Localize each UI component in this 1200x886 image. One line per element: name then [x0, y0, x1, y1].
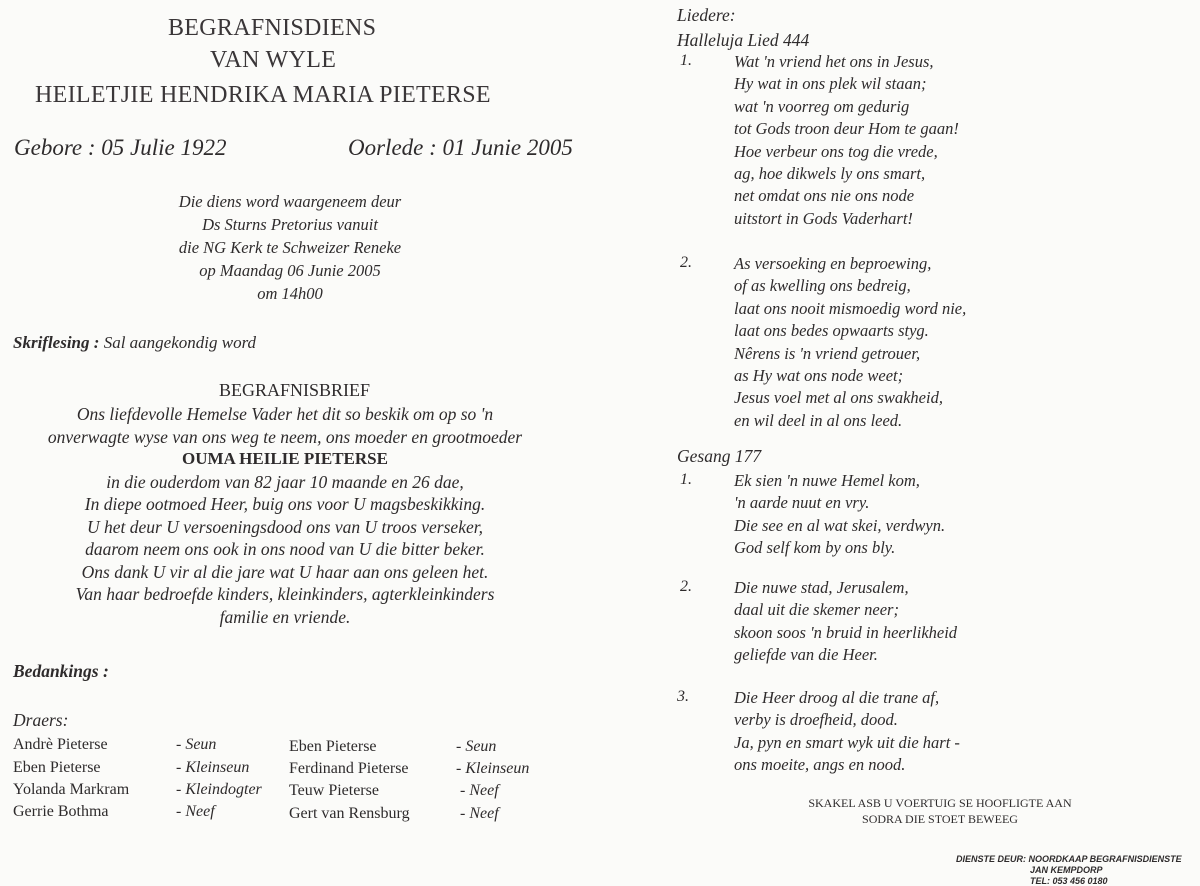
hymn-verse	[734, 51, 959, 230]
verse-line: Die Heer droog al die trane af,	[734, 688, 940, 707]
letter-line: familie en vriende.	[219, 606, 351, 627]
bearer-relation: - Neef	[176, 803, 215, 820]
verse-line: geliefde van die Heer.	[734, 645, 878, 665]
bearer-name: Eben Pieterse	[289, 738, 377, 755]
title-line-2: VAN WYLE	[210, 47, 337, 73]
funeral-service-phone: TEL: 053 456 0180	[1030, 876, 1108, 886]
notice-line: SODRA DIE STOET BEWEEG	[862, 812, 1018, 826]
verse-line: Hy wat in ons plek wil staan;	[734, 74, 927, 94]
songs-label: Liedere:	[677, 5, 736, 25]
verse-line: As versoeking en beproewing,	[734, 254, 932, 273]
letter-line: In diepe ootmoed Heer, buig ons voor U magsbeskikking.	[84, 494, 486, 514]
bearer-name: Ferdinand Pieterse	[289, 760, 409, 777]
letter-title: BEGRAFNISBRIEF	[219, 380, 371, 400]
title-line-1: BEGRAFNISDIENS	[168, 15, 377, 41]
letter-line: daarom neem ons ook in ons nood van U die bitter beker.	[85, 539, 485, 559]
verse-number: 1.	[680, 471, 692, 488]
birth-date: Gebore : 05 Julie 1922	[14, 135, 227, 160]
verse-line: daal uit die skemer neer;	[734, 600, 899, 620]
scripture-label: Skriflesing :	[13, 333, 100, 352]
verse-line: Wat 'n vriend het ons in Jesus,	[734, 52, 934, 71]
verse-line: ons moeite, angs en nood.	[734, 755, 906, 775]
verse-line: Nêrens is 'n vriend getrouer,	[734, 343, 921, 363]
verse-line: Ja, pyn en smart wyk uit die hart -	[734, 732, 960, 752]
verse-line: 'n aarde nuut en vry.	[734, 493, 870, 513]
notice-line: SKAKEL ASB U VOERTUIG SE HOOFLIGTE AAN	[808, 796, 1072, 810]
verse-number: 3.	[677, 688, 689, 705]
hymn-2-title: Gesang 177	[677, 446, 762, 466]
verse-line: uitstort in Gods Vaderhart!	[734, 208, 913, 228]
verse-line: en wil deel in al ons leed.	[734, 410, 903, 430]
verse-line: God self kom by ons bly.	[734, 538, 896, 558]
letter-line: U het deur U versoeningsdood ons van U troos verseker,	[87, 516, 483, 537]
headlights-notice	[780, 795, 1100, 827]
funeral-service-town: JAN KEMPDORP	[1030, 865, 1103, 875]
verse-line: verby is droefheid, dood.	[734, 710, 898, 730]
bearer-relation: - Neef	[460, 782, 499, 799]
deceased-name: OUMA HEILIE PIETERSE	[182, 449, 388, 468]
bearer-name: Teuw Pieterse	[289, 782, 379, 799]
bearer-relation: - Kleindogter	[176, 781, 262, 798]
death-date: Oorlede : 01 Junie 2005	[348, 135, 573, 160]
hymn-verse	[734, 253, 966, 432]
funeral-service-credit: DIENSTE DEUR: NOORDKAAP BEGRAFNISDIENSTE	[956, 854, 1182, 864]
hymn-verse	[734, 577, 957, 667]
verse-line: net omdat ons nie ons node	[734, 186, 915, 206]
verse-line: of as kwelling ons bedreig,	[734, 276, 911, 296]
bearer-relation: - Kleinseun	[176, 759, 250, 776]
verse-number: 1.	[680, 52, 692, 69]
service-details	[140, 190, 440, 305]
verse-line: wat 'n voorreg om gedurig	[734, 96, 910, 116]
bearer-name: Andrè Pieterse	[13, 736, 108, 753]
hymn-1-title: Halleluja Lied 444	[677, 30, 810, 50]
bearer-name: Gert van Rensburg	[289, 805, 410, 822]
service-line: Ds Sturns Pretorius vanuit	[202, 215, 378, 234]
scripture-text: Sal aangekondig word	[103, 333, 257, 352]
bearer-name: Eben Pieterse	[13, 759, 101, 776]
letter-line: Van haar bedroefde kinders, kleinkinders, agterkleinkinders	[75, 584, 495, 604]
service-line: op Maandag 06 Junie 2005	[199, 261, 381, 280]
bearer-name: Yolanda Markram	[13, 781, 130, 798]
bearer-relation: - Seun	[456, 738, 497, 755]
bearer-relation: - Kleinseun	[456, 760, 530, 777]
scripture-reading	[13, 333, 256, 353]
thanks-label: Bedankings :	[13, 661, 109, 681]
bearer-relation: - Neef	[460, 805, 499, 822]
letter-line: in die ouderdom van 82 jaar 10 maande en 26 dae,	[106, 471, 464, 492]
verse-line: Die nuwe stad, Jerusalem,	[734, 578, 909, 597]
verse-line: skoon soos 'n bruid in heerlikheid	[734, 622, 958, 642]
verse-line: laat ons nooit mismoedig word nie,	[734, 298, 967, 318]
verse-number: 2.	[680, 578, 692, 595]
service-line: Die diens word waargeneem deur	[178, 192, 402, 211]
hymn-verse	[734, 687, 960, 777]
hymn-verse	[734, 470, 945, 560]
verse-line: Die see en al wat skei, verdwyn.	[734, 515, 946, 535]
verse-line: Jesus voel met al ons swakheid,	[734, 388, 943, 408]
verse-line: Ek sien 'n nuwe Hemel kom,	[734, 471, 920, 490]
bearer-relation: - Seun	[176, 736, 217, 753]
bearers-label: Draers:	[13, 710, 69, 730]
verse-number: 2.	[680, 254, 692, 271]
funeral-letter	[20, 403, 550, 628]
service-line: om 14h00	[257, 284, 323, 303]
bearer-name: Gerrie Bothma	[13, 803, 109, 820]
letter-line: Ons dank U vir al die jare wat U haar aan ons geleen het.	[81, 561, 489, 582]
letter-line: onverwagte wyse van ons weg te neem, ons moeder en grootmoeder	[47, 426, 523, 447]
verse-line: Hoe verbeur ons tog die vrede,	[734, 141, 938, 161]
verse-line: ag, hoe dikwels ly ons smart,	[734, 164, 926, 184]
verse-line: as Hy wat ons node weet;	[734, 366, 904, 386]
verse-line: laat ons bedes opwaarts styg.	[734, 321, 929, 341]
letter-line: Ons liefdevolle Hemelse Vader het dit so beskik om op so 'n	[76, 404, 494, 424]
title-line-3: HEILETJIE HENDRIKA MARIA PIETERSE	[35, 82, 491, 108]
service-line: die NG Kerk te Schweizer Reneke	[178, 238, 402, 257]
verse-line: tot Gods troon deur Hom te gaan!	[734, 119, 959, 139]
